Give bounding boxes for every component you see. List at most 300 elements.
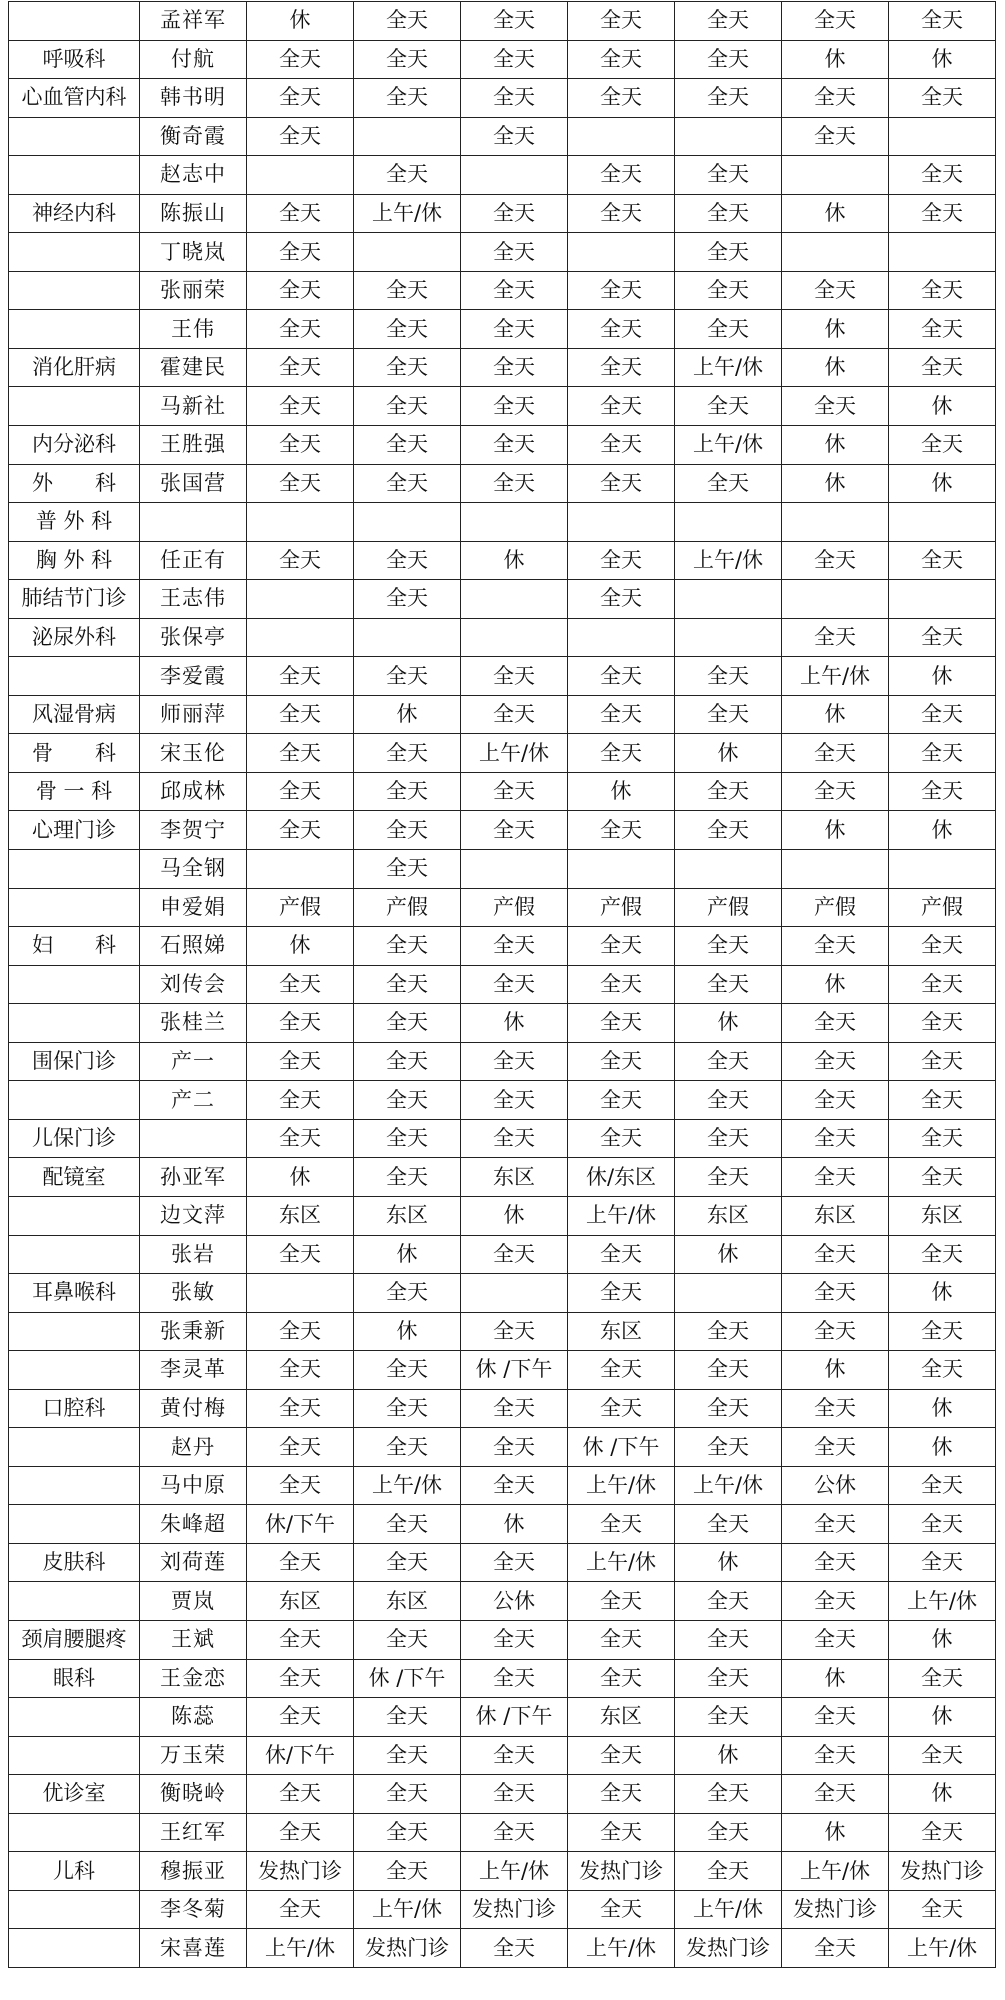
shift-cell-day-3: 全天 bbox=[461, 1119, 568, 1158]
shift-cell-day-7: 休 bbox=[889, 1620, 996, 1659]
shift-cell-day-1: 发热门诊 bbox=[247, 1852, 354, 1891]
shift-cell-day-6: 全天 bbox=[782, 734, 889, 773]
shift-cell-day-1: 全天 bbox=[247, 464, 354, 503]
shift-cell-day-1: 全天 bbox=[247, 772, 354, 811]
shift-cell-day-1 bbox=[247, 580, 354, 619]
department-cell bbox=[9, 1235, 140, 1274]
table-row bbox=[9, 1736, 996, 1775]
shift-cell-day-6 bbox=[782, 850, 889, 889]
shift-cell-day-1: 全天 bbox=[247, 1890, 354, 1929]
shift-cell-day-6 bbox=[782, 503, 889, 542]
doctor-name-cell: 孟祥军 bbox=[140, 2, 247, 41]
shift-cell-day-6: 全天 bbox=[782, 1042, 889, 1081]
doctor-name-cell: 王红军 bbox=[140, 1813, 247, 1852]
doctor-name-cell: 马新社 bbox=[140, 387, 247, 426]
department-cell bbox=[9, 1582, 140, 1621]
table-row bbox=[9, 1775, 996, 1814]
doctor-name-cell: 王金恋 bbox=[140, 1659, 247, 1698]
shift-cell-day-3: 全天 bbox=[461, 1659, 568, 1698]
department-cell bbox=[9, 1736, 140, 1775]
doctor-name-cell: 贾岚 bbox=[140, 1582, 247, 1621]
shift-cell-day-3: 全天 bbox=[461, 1775, 568, 1814]
shift-cell-day-1: 东区 bbox=[247, 1196, 354, 1235]
shift-cell-day-7: 全天 bbox=[889, 271, 996, 310]
shift-cell-day-4: 全天 bbox=[568, 271, 675, 310]
shift-cell-day-4: 上午/休 bbox=[568, 1543, 675, 1582]
shift-cell-day-3: 休 /下午 bbox=[461, 1351, 568, 1390]
department-cell: 配镜室 bbox=[9, 1158, 140, 1197]
shift-cell-day-4: 全天 bbox=[568, 1620, 675, 1659]
shift-cell-day-1: 全天 bbox=[247, 695, 354, 734]
shift-cell-day-5: 全天 bbox=[675, 1582, 782, 1621]
shift-cell-day-5: 全天 bbox=[675, 2, 782, 41]
shift-cell-day-4: 全天 bbox=[568, 1582, 675, 1621]
shift-cell-day-1: 全天 bbox=[247, 1389, 354, 1428]
shift-cell-day-2 bbox=[354, 618, 461, 657]
shift-cell-day-2: 全天 bbox=[354, 1505, 461, 1544]
shift-cell-day-7: 全天 bbox=[889, 1042, 996, 1081]
shift-cell-day-6: 上午/休 bbox=[782, 1852, 889, 1891]
shift-cell-day-2: 全天 bbox=[354, 387, 461, 426]
shift-cell-day-1: 休/下午 bbox=[247, 1505, 354, 1544]
shift-cell-day-3 bbox=[461, 850, 568, 889]
shift-cell-day-5 bbox=[675, 580, 782, 619]
shift-cell-day-3: 全天 bbox=[461, 927, 568, 966]
shift-cell-day-1: 全天 bbox=[247, 194, 354, 233]
table-row bbox=[9, 2, 996, 41]
shift-cell-day-6 bbox=[782, 580, 889, 619]
shift-cell-day-4: 休/东区 bbox=[568, 1158, 675, 1197]
shift-cell-day-2: 产假 bbox=[354, 888, 461, 927]
shift-cell-day-5 bbox=[675, 503, 782, 542]
schedule-body bbox=[9, 2, 996, 1968]
table-row bbox=[9, 1158, 996, 1197]
shift-cell-day-2: 全天 bbox=[354, 772, 461, 811]
shift-cell-day-4: 全天 bbox=[568, 927, 675, 966]
shift-cell-day-6: 休 bbox=[782, 310, 889, 349]
shift-cell-day-7: 休 bbox=[889, 40, 996, 79]
shift-cell-day-2: 休 bbox=[354, 1312, 461, 1351]
shift-cell-day-5: 全天 bbox=[675, 1042, 782, 1081]
shift-cell-day-1: 全天 bbox=[247, 1351, 354, 1390]
doctor-name-cell: 王志伟 bbox=[140, 580, 247, 619]
shift-cell-day-6: 东区 bbox=[782, 1196, 889, 1235]
shift-cell-day-4: 全天 bbox=[568, 1351, 675, 1390]
shift-cell-day-3: 全天 bbox=[461, 657, 568, 696]
shift-cell-day-6: 全天 bbox=[782, 271, 889, 310]
shift-cell-day-3: 全天 bbox=[461, 1813, 568, 1852]
doctor-name-cell: 李冬菊 bbox=[140, 1890, 247, 1929]
shift-cell-day-1: 全天 bbox=[247, 1698, 354, 1737]
shift-cell-day-2: 全天 bbox=[354, 40, 461, 79]
shift-cell-day-4: 全天 bbox=[568, 1081, 675, 1120]
shift-cell-day-4: 全天 bbox=[568, 1659, 675, 1698]
shift-cell-day-1: 全天 bbox=[247, 811, 354, 850]
table-row bbox=[9, 233, 996, 272]
shift-cell-day-6: 全天 bbox=[782, 1736, 889, 1775]
table-row bbox=[9, 1351, 996, 1390]
table-row bbox=[9, 1929, 996, 1968]
shift-cell-day-2: 全天 bbox=[354, 1620, 461, 1659]
doctor-name-cell: 李贺宁 bbox=[140, 811, 247, 850]
shift-cell-day-7: 休 bbox=[889, 1775, 996, 1814]
shift-cell-day-4: 全天 bbox=[568, 464, 675, 503]
table-row bbox=[9, 310, 996, 349]
department-cell bbox=[9, 2, 140, 41]
doctor-name-cell: 张敏 bbox=[140, 1274, 247, 1313]
shift-cell-day-2: 东区 bbox=[354, 1582, 461, 1621]
table-row bbox=[9, 503, 996, 542]
table-row bbox=[9, 1466, 996, 1505]
department-cell: 眼科 bbox=[9, 1659, 140, 1698]
doctor-name-cell: 陈振山 bbox=[140, 194, 247, 233]
doctor-name-cell: 韩书明 bbox=[140, 79, 247, 118]
shift-cell-day-1: 休 bbox=[247, 927, 354, 966]
doctor-name-cell: 邱成林 bbox=[140, 772, 247, 811]
shift-cell-day-5: 上午/休 bbox=[675, 1890, 782, 1929]
shift-cell-day-7: 东区 bbox=[889, 1196, 996, 1235]
table-row bbox=[9, 156, 996, 195]
shift-cell-day-5: 全天 bbox=[675, 271, 782, 310]
shift-cell-day-1: 上午/休 bbox=[247, 1929, 354, 1968]
shift-cell-day-1: 全天 bbox=[247, 1813, 354, 1852]
table-row bbox=[9, 40, 996, 79]
shift-cell-day-2: 休 /下午 bbox=[354, 1659, 461, 1698]
shift-cell-day-3: 全天 bbox=[461, 965, 568, 1004]
shift-cell-day-1 bbox=[247, 618, 354, 657]
shift-cell-day-3: 全天 bbox=[461, 348, 568, 387]
shift-cell-day-1: 全天 bbox=[247, 117, 354, 156]
shift-cell-day-6: 全天 bbox=[782, 1274, 889, 1313]
shift-cell-day-4 bbox=[568, 618, 675, 657]
shift-cell-day-1: 全天 bbox=[247, 1004, 354, 1043]
table-row bbox=[9, 1852, 996, 1891]
table-row bbox=[9, 1312, 996, 1351]
shift-cell-day-1 bbox=[247, 503, 354, 542]
shift-cell-day-1: 全天 bbox=[247, 1543, 354, 1582]
shift-cell-day-1: 全天 bbox=[247, 965, 354, 1004]
shift-cell-day-3: 全天 bbox=[461, 1389, 568, 1428]
department-cell: 围保门诊 bbox=[9, 1042, 140, 1081]
shift-cell-day-3: 上午/休 bbox=[461, 1852, 568, 1891]
shift-cell-day-6: 全天 bbox=[782, 1505, 889, 1544]
shift-cell-day-7: 休 bbox=[889, 1428, 996, 1467]
shift-cell-day-4: 全天 bbox=[568, 965, 675, 1004]
department-cell bbox=[9, 1196, 140, 1235]
shift-cell-day-4: 休 /下午 bbox=[568, 1428, 675, 1467]
table-row bbox=[9, 695, 996, 734]
shift-cell-day-2: 全天 bbox=[354, 811, 461, 850]
shift-cell-day-2: 全天 bbox=[354, 1042, 461, 1081]
doctor-name-cell: 朱峰超 bbox=[140, 1505, 247, 1544]
shift-cell-day-2: 东区 bbox=[354, 1196, 461, 1235]
shift-cell-day-4: 全天 bbox=[568, 1775, 675, 1814]
shift-cell-day-1: 全天 bbox=[247, 1659, 354, 1698]
shift-cell-day-7: 全天 bbox=[889, 1119, 996, 1158]
shift-cell-day-3 bbox=[461, 618, 568, 657]
shift-cell-day-7: 全天 bbox=[889, 541, 996, 580]
shift-cell-day-4: 全天 bbox=[568, 310, 675, 349]
table-row bbox=[9, 657, 996, 696]
shift-cell-day-3: 全天 bbox=[461, 811, 568, 850]
table-row bbox=[9, 1428, 996, 1467]
shift-cell-day-1: 全天 bbox=[247, 1312, 354, 1351]
shift-cell-day-5: 上午/休 bbox=[675, 541, 782, 580]
table-row bbox=[9, 772, 996, 811]
table-row bbox=[9, 194, 996, 233]
shift-cell-day-1: 产假 bbox=[247, 888, 354, 927]
doctor-name-cell: 丁晓岚 bbox=[140, 233, 247, 272]
shift-cell-day-6: 全天 bbox=[782, 1428, 889, 1467]
shift-cell-day-7: 休 bbox=[889, 464, 996, 503]
shift-cell-day-2: 全天 bbox=[354, 965, 461, 1004]
shift-cell-day-4: 全天 bbox=[568, 79, 675, 118]
shift-cell-day-2 bbox=[354, 233, 461, 272]
shift-cell-day-2: 全天 bbox=[354, 1543, 461, 1582]
shift-cell-day-3: 全天 bbox=[461, 1929, 568, 1968]
department-cell bbox=[9, 1081, 140, 1120]
shift-cell-day-5: 全天 bbox=[675, 387, 782, 426]
shift-cell-day-5: 上午/休 bbox=[675, 1466, 782, 1505]
shift-cell-day-5: 发热门诊 bbox=[675, 1929, 782, 1968]
doctor-name-cell: 马中原 bbox=[140, 1466, 247, 1505]
shift-cell-day-7 bbox=[889, 117, 996, 156]
shift-cell-day-6: 全天 bbox=[782, 618, 889, 657]
doctor-name-cell: 王伟 bbox=[140, 310, 247, 349]
department-cell bbox=[9, 387, 140, 426]
department-cell bbox=[9, 233, 140, 272]
doctor-name-cell: 穆振亚 bbox=[140, 1852, 247, 1891]
shift-cell-day-2: 全天 bbox=[354, 1004, 461, 1043]
shift-cell-day-4: 全天 bbox=[568, 1736, 675, 1775]
shift-cell-day-1 bbox=[247, 156, 354, 195]
shift-cell-day-3: 全天 bbox=[461, 1428, 568, 1467]
doctor-name-cell: 师丽萍 bbox=[140, 695, 247, 734]
shift-cell-day-5: 全天 bbox=[675, 1351, 782, 1390]
table-row bbox=[9, 1890, 996, 1929]
shift-cell-day-3: 全天 bbox=[461, 2, 568, 41]
shift-cell-day-4: 全天 bbox=[568, 1813, 675, 1852]
table-row bbox=[9, 271, 996, 310]
department-cell bbox=[9, 1813, 140, 1852]
shift-cell-day-7: 全天 bbox=[889, 927, 996, 966]
shift-cell-day-2: 全天 bbox=[354, 2, 461, 41]
department-cell bbox=[9, 117, 140, 156]
shift-cell-day-6: 休 bbox=[782, 348, 889, 387]
shift-cell-day-4: 休 bbox=[568, 772, 675, 811]
shift-cell-day-4: 全天 bbox=[568, 40, 675, 79]
shift-cell-day-6: 全天 bbox=[782, 1698, 889, 1737]
shift-cell-day-2: 全天 bbox=[354, 1698, 461, 1737]
shift-cell-day-4: 全天 bbox=[568, 387, 675, 426]
shift-cell-day-7: 全天 bbox=[889, 1235, 996, 1274]
doctor-name-cell: 宋喜莲 bbox=[140, 1929, 247, 1968]
shift-cell-day-6: 全天 bbox=[782, 1081, 889, 1120]
shift-cell-day-3: 全天 bbox=[461, 695, 568, 734]
shift-cell-day-2: 发热门诊 bbox=[354, 1929, 461, 1968]
doctor-name-cell: 李灵革 bbox=[140, 1351, 247, 1390]
table-row bbox=[9, 387, 996, 426]
department-cell bbox=[9, 888, 140, 927]
shift-cell-day-2: 全天 bbox=[354, 1274, 461, 1313]
shift-cell-day-7: 全天 bbox=[889, 1351, 996, 1390]
shift-cell-day-2: 全天 bbox=[354, 850, 461, 889]
shift-cell-day-5: 全天 bbox=[675, 156, 782, 195]
shift-cell-day-3: 全天 bbox=[461, 387, 568, 426]
shift-cell-day-3: 休 bbox=[461, 541, 568, 580]
department-cell: 心血管内科 bbox=[9, 79, 140, 118]
shift-cell-day-6: 全天 bbox=[782, 1119, 889, 1158]
department-cell: 皮肤科 bbox=[9, 1543, 140, 1582]
shift-cell-day-4: 全天 bbox=[568, 541, 675, 580]
shift-cell-day-4: 东区 bbox=[568, 1698, 675, 1737]
shift-cell-day-2: 上午/休 bbox=[354, 1466, 461, 1505]
shift-cell-day-6: 全天 bbox=[782, 1235, 889, 1274]
doctor-name-cell: 产一 bbox=[140, 1042, 247, 1081]
shift-cell-day-2: 全天 bbox=[354, 271, 461, 310]
shift-cell-day-3: 全天 bbox=[461, 1466, 568, 1505]
shift-cell-day-2 bbox=[354, 117, 461, 156]
shift-cell-day-5: 全天 bbox=[675, 1389, 782, 1428]
table-row bbox=[9, 1389, 996, 1428]
shift-cell-day-2: 全天 bbox=[354, 1351, 461, 1390]
shift-cell-day-3: 全天 bbox=[461, 271, 568, 310]
doctor-name-cell bbox=[140, 1119, 247, 1158]
shift-cell-day-5: 全天 bbox=[675, 1813, 782, 1852]
shift-cell-day-3: 全天 bbox=[461, 1312, 568, 1351]
shift-cell-day-3: 全天 bbox=[461, 1081, 568, 1120]
shift-cell-day-4: 全天 bbox=[568, 1119, 675, 1158]
shift-cell-day-5: 产假 bbox=[675, 888, 782, 927]
shift-cell-day-7: 全天 bbox=[889, 772, 996, 811]
shift-cell-day-5: 全天 bbox=[675, 194, 782, 233]
department-cell bbox=[9, 850, 140, 889]
shift-cell-day-1: 全天 bbox=[247, 1466, 354, 1505]
shift-cell-day-5 bbox=[675, 618, 782, 657]
table-row bbox=[9, 348, 996, 387]
shift-cell-day-5: 全天 bbox=[675, 811, 782, 850]
shift-cell-day-5: 休 bbox=[675, 1235, 782, 1274]
shift-cell-day-3: 东区 bbox=[461, 1158, 568, 1197]
shift-cell-day-7: 休 bbox=[889, 1698, 996, 1737]
table-row bbox=[9, 1543, 996, 1582]
shift-cell-day-4: 上午/休 bbox=[568, 1196, 675, 1235]
shift-cell-day-6: 全天 bbox=[782, 2, 889, 41]
shift-cell-day-6: 全天 bbox=[782, 1312, 889, 1351]
shift-cell-day-5: 休 bbox=[675, 734, 782, 773]
shift-cell-day-7: 休 bbox=[889, 387, 996, 426]
shift-cell-day-4: 全天 bbox=[568, 1235, 675, 1274]
doctor-name-cell: 申爱娟 bbox=[140, 888, 247, 927]
table-row bbox=[9, 1620, 996, 1659]
department-cell: 妇 科 bbox=[9, 927, 140, 966]
shift-cell-day-2: 全天 bbox=[354, 580, 461, 619]
shift-cell-day-4: 全天 bbox=[568, 1890, 675, 1929]
table-row bbox=[9, 580, 996, 619]
table-row bbox=[9, 888, 996, 927]
shift-cell-day-1: 全天 bbox=[247, 310, 354, 349]
shift-cell-day-5: 全天 bbox=[675, 1428, 782, 1467]
shift-cell-day-6: 全天 bbox=[782, 1929, 889, 1968]
shift-cell-day-7: 全天 bbox=[889, 348, 996, 387]
shift-cell-day-6: 全天 bbox=[782, 79, 889, 118]
shift-cell-day-5: 全天 bbox=[675, 1081, 782, 1120]
department-cell: 普 外 科 bbox=[9, 503, 140, 542]
shift-cell-day-4: 全天 bbox=[568, 580, 675, 619]
table-row bbox=[9, 1119, 996, 1158]
department-cell: 口腔科 bbox=[9, 1389, 140, 1428]
shift-cell-day-5: 全天 bbox=[675, 1505, 782, 1544]
shift-cell-day-2: 上午/休 bbox=[354, 1890, 461, 1929]
shift-cell-day-7: 全天 bbox=[889, 734, 996, 773]
shift-cell-day-5: 全天 bbox=[675, 1158, 782, 1197]
shift-cell-day-3: 全天 bbox=[461, 1620, 568, 1659]
shift-cell-day-6: 全天 bbox=[782, 387, 889, 426]
doctor-name-cell: 张保亭 bbox=[140, 618, 247, 657]
shift-cell-day-5: 全天 bbox=[675, 1775, 782, 1814]
shift-cell-day-6: 全天 bbox=[782, 1158, 889, 1197]
doctor-name-cell bbox=[140, 503, 247, 542]
shift-cell-day-5: 全天 bbox=[675, 1620, 782, 1659]
department-cell: 泌尿外科 bbox=[9, 618, 140, 657]
shift-cell-day-3: 休 bbox=[461, 1505, 568, 1544]
department-cell bbox=[9, 1929, 140, 1968]
department-cell bbox=[9, 1004, 140, 1043]
shift-cell-day-5: 休 bbox=[675, 1543, 782, 1582]
doctor-name-cell: 付航 bbox=[140, 40, 247, 79]
shift-cell-day-5: 全天 bbox=[675, 1312, 782, 1351]
department-cell: 骨 科 bbox=[9, 734, 140, 773]
shift-cell-day-7 bbox=[889, 580, 996, 619]
table-row bbox=[9, 1505, 996, 1544]
shift-cell-day-6: 全天 bbox=[782, 1004, 889, 1043]
department-cell bbox=[9, 1466, 140, 1505]
shift-cell-day-7 bbox=[889, 850, 996, 889]
shift-cell-day-3: 上午/休 bbox=[461, 734, 568, 773]
shift-cell-day-3 bbox=[461, 1274, 568, 1313]
shift-cell-day-5: 全天 bbox=[675, 464, 782, 503]
shift-cell-day-7: 上午/休 bbox=[889, 1582, 996, 1621]
shift-cell-day-5: 全天 bbox=[675, 1852, 782, 1891]
shift-cell-day-7: 全天 bbox=[889, 695, 996, 734]
shift-cell-day-4: 全天 bbox=[568, 811, 675, 850]
shift-cell-day-4: 全天 bbox=[568, 1042, 675, 1081]
shift-cell-day-4: 上午/休 bbox=[568, 1929, 675, 1968]
shift-cell-day-4: 产假 bbox=[568, 888, 675, 927]
doctor-name-cell: 黄付梅 bbox=[140, 1389, 247, 1428]
shift-cell-day-6: 休 bbox=[782, 194, 889, 233]
shift-cell-day-1: 全天 bbox=[247, 657, 354, 696]
shift-cell-day-6: 公休 bbox=[782, 1466, 889, 1505]
shift-cell-day-7: 全天 bbox=[889, 1081, 996, 1120]
shift-cell-day-4: 全天 bbox=[568, 695, 675, 734]
shift-cell-day-3 bbox=[461, 156, 568, 195]
table-row bbox=[9, 618, 996, 657]
shift-cell-day-4 bbox=[568, 503, 675, 542]
department-cell bbox=[9, 310, 140, 349]
shift-cell-day-2: 休 bbox=[354, 695, 461, 734]
shift-cell-day-3: 产假 bbox=[461, 888, 568, 927]
shift-cell-day-3: 休 bbox=[461, 1196, 568, 1235]
table-row bbox=[9, 734, 996, 773]
shift-cell-day-4: 全天 bbox=[568, 2, 675, 41]
shift-cell-day-2: 全天 bbox=[354, 1813, 461, 1852]
doctor-name-cell: 陈蕊 bbox=[140, 1698, 247, 1737]
shift-cell-day-1: 全天 bbox=[247, 233, 354, 272]
shift-cell-day-2: 全天 bbox=[354, 464, 461, 503]
shift-cell-day-3: 全天 bbox=[461, 772, 568, 811]
department-cell: 呼吸科 bbox=[9, 40, 140, 79]
